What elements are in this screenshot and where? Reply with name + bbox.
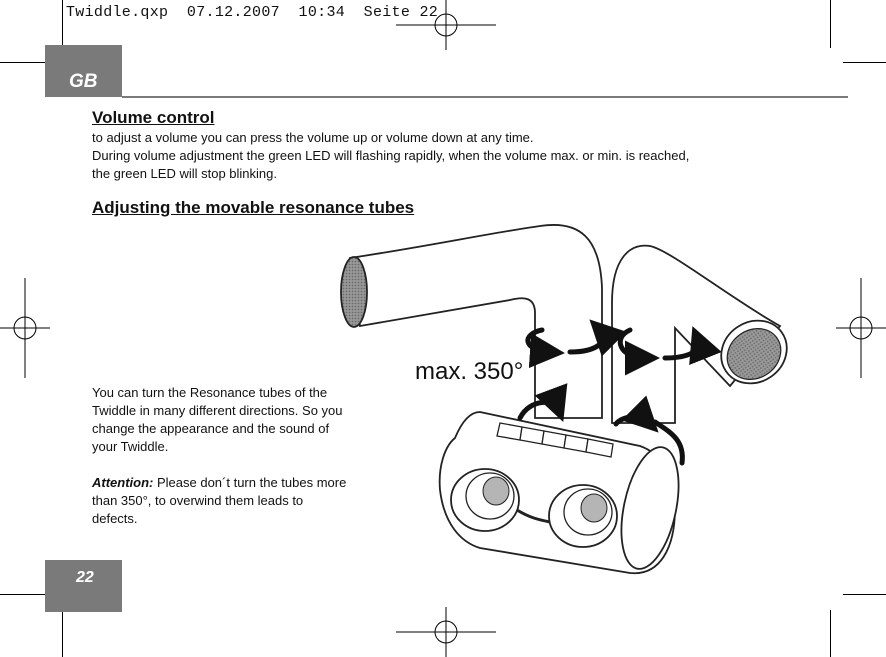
- registration-mark-right: [836, 278, 886, 378]
- text-line: your Twiddle.: [92, 439, 169, 454]
- crop-mark: [62, 0, 63, 48]
- twiddle-illustration: [330, 218, 800, 578]
- crop-mark: [0, 594, 45, 595]
- text-line: change the appearance and the sound of: [92, 421, 330, 436]
- volume-control-heading: Volume control: [92, 108, 215, 127]
- crop-mark: [830, 0, 831, 48]
- attention-label: Attention:: [92, 475, 154, 490]
- page-number: 22: [76, 569, 94, 586]
- text-line: to adjust a volume you can press the volume up or volume down at any time.: [92, 130, 534, 145]
- text-line: During volume adjustment the green LED will flashing rapidly, when the volume max. or min. is reached,: [92, 148, 690, 163]
- page-number-tab: [45, 560, 122, 612]
- crop-mark: [0, 62, 45, 63]
- text-line: Twiddle in many different directions. So you: [92, 403, 343, 418]
- crop-mark: [843, 594, 886, 595]
- text-line: Please don´t turn the tubes more: [153, 475, 347, 490]
- resonance-tubes-heading: Adjusting the movable resonance tubes: [92, 198, 415, 217]
- registration-mark-left: [0, 278, 50, 378]
- file-slug: Twiddle.qxp 07.12.2007 10:34 Seite 22: [66, 4, 439, 21]
- max-rotation-label: max. 350°: [415, 358, 524, 385]
- text-line: than 350°, to overwind them leads to: [92, 493, 304, 508]
- speaker-body: [440, 412, 689, 574]
- language-tab: [45, 45, 122, 97]
- speaker-cone-right: [549, 485, 617, 547]
- text-line: defects.: [92, 511, 138, 526]
- left-resonance-tube: [341, 225, 602, 418]
- language-tab-label: GB: [69, 71, 98, 92]
- crop-mark: [830, 610, 831, 657]
- crop-mark: [62, 610, 63, 657]
- crop-mark: [843, 62, 886, 63]
- right-resonance-tube: [612, 246, 799, 423]
- registration-mark-bottom: [396, 607, 496, 657]
- speaker-cone-left: [451, 469, 519, 531]
- text-line: You can turn the Resonance tubes of the: [92, 385, 328, 400]
- text-line: the green LED will stop blinking.: [92, 166, 277, 181]
- volume-control-text: [92, 129, 812, 183]
- header-rule: [122, 96, 848, 98]
